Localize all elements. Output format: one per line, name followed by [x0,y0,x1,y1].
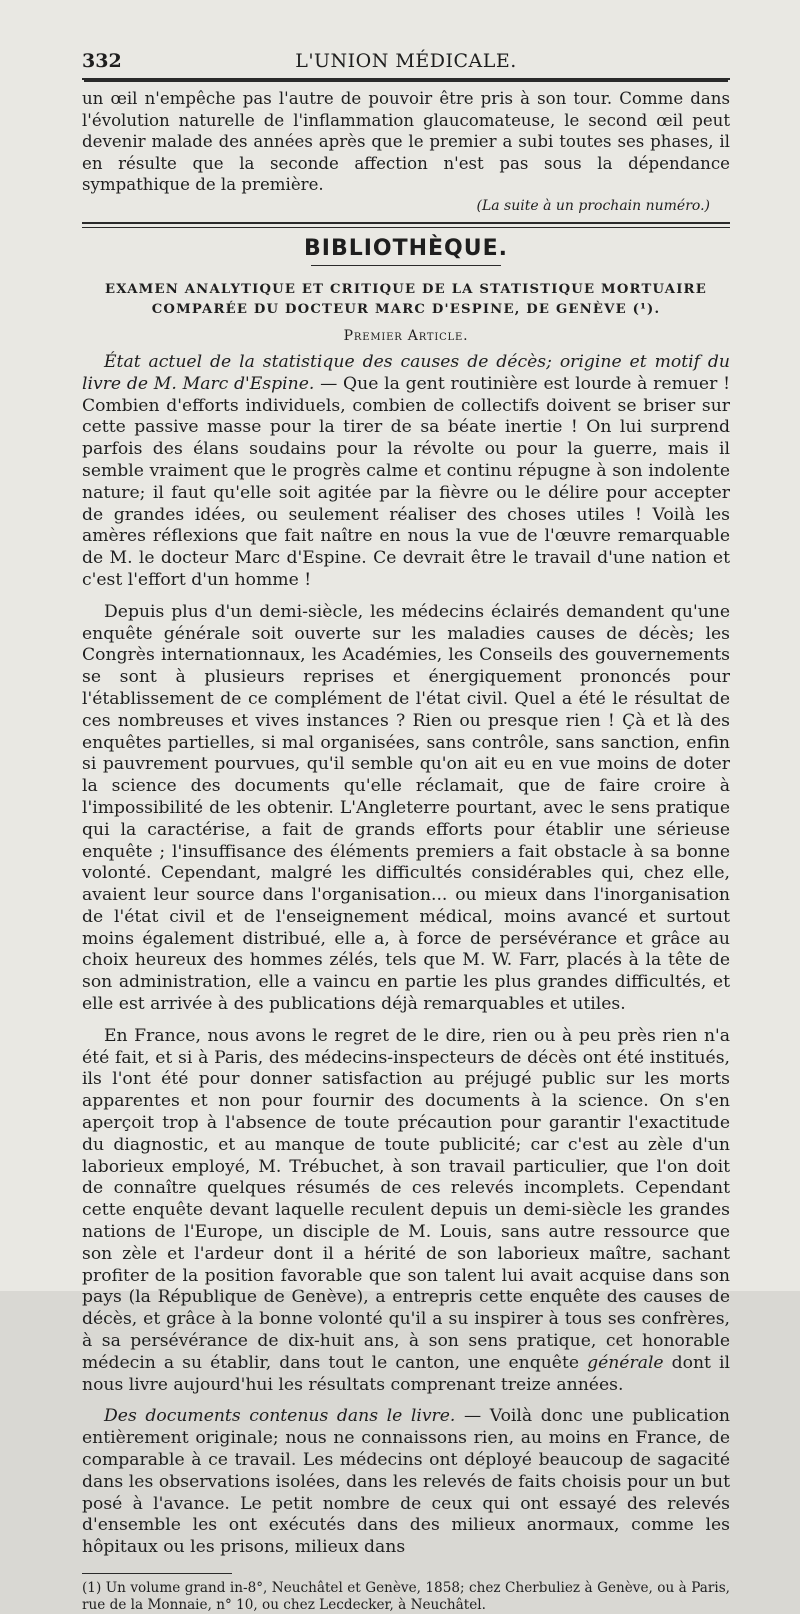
article-subtitle: Premier Article. [343,327,469,344]
lead-heading: État actuel de la statistique des causes de décès; origine et motif du livre de M. Marc d'Espine. [82,351,730,394]
continuation-note: (La suite à un prochain numéro.) [476,197,710,214]
paragraph-3 [82,1026,730,1397]
paragraph-3-italic: générale [587,1352,664,1373]
paragraph-4 [82,1406,730,1559]
page-header [82,44,730,80]
article-title: EXAMEN ANALYTIQUE ET CRITIQUE DE LA STATISTIQUE MORTUAIRE COMPARÉE DU DOCTEUR MARC D'ESPINE, DE GENÈVE (¹). [105,281,707,317]
title-underline [311,265,501,266]
paragraph-3-end: dont il nous livre aujourd'hui les résultats comprenant treize années. [82,1352,730,1395]
running-head: L'UNION MÉDICALE. [295,50,517,72]
footnote: (1) Un volume grand in-8°, Neuchâtel et Genève, 1858; chez Cherbuliez à Genève, ou à Paris, rue de la Monnaie, n° 10, ou chez Lecdecker, à Neuchâtel. [82,1580,730,1613]
paragraph-4-heading: Des documents contenus dans le livre. [104,1406,456,1427]
paragraph-3-start: En France, nous avons le regret de le dire, rien ou à peu près rien n'a été fait, et si à Paris, des médecins-inspecteurs de décès ont été institués, ils l'ont été pour donner satisfaction au préjugé public sur les morts apparentes et non pour fournir des documents à la science. On s'en aperçoit trop à l'absence de toute précaution pour garantir l'exactitude du diagnostic, et au manque de toute publicité; car c'est au zèle d'un laborieux employé, M. Trébuchet, à son travail particulier, que l'on doit de connaître quelques résumés de ces relevés incomplets. Cependant cette enquête devant laquelle reculent depuis un demi-siècle les grandes nations de l'Europe, un disciple de M. Louis, sans autre ressource que son zèle et l'ardeur dont il a hérité de son laborieux maître, sachant profiter de la position favorable que son talent lui avait acquise dans son pays (la République de Genève), a entrepris cette enquête des causes de décès, et grâce à la bonne volonté qu'il a su inspirer à tous ses confrères, à sa persévérance de dix-huit ans, à son sens pratique, cet honorable médecin a su établir, dans tout le canton, une enquête [82,1025,730,1373]
lead-text: — Que la gent routinière est lourde à remuer ! Combien d'efforts individuels, combien de collectifs doivent se briser sur cette passive masse pour la tirer de sa béate inertie ! On lui surprend parfois des élans soudains pour la révolte ou pour la guerre, mais il semble vraiment que le progrès calme et continu répugne à son indolente nature; il faut qu'elle soit agitée par la fièvre ou le délire pour accepter de grandes idées, ou seulement réaliser des choses utiles ! Voilà les amères réflexions que fait naître en nous la vue de l'œuvre remarquable de M. le docteur Marc d'Espine. Ce devrait être le travail d'une nation et c'est l'effort d'un homme ! [82,373,730,590]
page-number: 332 [82,50,122,72]
lead-paragraph [82,352,730,592]
footnote-rule [82,1573,232,1574]
page-content [82,44,730,1614]
section-title: BIBLIOTHÈQUE. [303,235,509,261]
paragraph-4-text: — Voilà donc une publication entièrement originale; nous ne connaissons rien, au moins en France, de comparable à ce travail. Les médecins ont déployé beaucoup de sagacité dans les observations isolées, dans les relevés de faits choisis pour un but posé à l'avance. Le petit nombre de ceux qui ont essayé des relevés d'ensemble les ont exécutés dans des milieux anormaux, comme les hôpitaux ou les prisons, milieux dans [82,1406,730,1558]
paragraph-2: Depuis plus d'un demi-siècle, les médecins éclairés demandent qu'une enquête générale soit ouverte sur les maladies causes de décès; les Congrès internationnaux, les Académies, les Conseils des gouvernements se sont à plusieurs reprises et énergiquement prononcés pour l'établissement de ce complément de l'état civil. Quel a été le résultat de ces nombreuses et vives instances ? Rien ou presque rien ! Çà et là des enquêtes partielles, si mal organisées, sans contrôle, sans sanction, enfin si pauvrement pourvues, qu'il semble qu'on ait eu en vue moins de doter la science des documents qu'elle réclamait, que de faire croire à l'impossibilité de les obtenir. L'Angleterre pourtant, avec le sens pratique qui la caractérise, a fait de grands efforts pour établir une sérieuse enquête ; l'insuffisance des éléments premiers a fait obstacle à sa bonne volonté. Cependant, malgré les difficultés considérables qui, chez elle, avaient leur source dans l'organisation... ou mieux dans l'inorganisation de l'état civil et de l'enseignement médical, moins avancé et surtout moins également distribué, elle a, à force de persévérance et grâce au choix heureux des hommes zélés, tels que M. W. Farr, placés à la tête de son administration, elle a vaincu en partie les plus grandes difficultés, et elle est arrivée à des publications déjà remarquables et utiles. [82,601,730,1015]
section-divider [82,222,730,228]
continuation-paragraph: un œil n'empêche pas l'autre de pouvoir être pris à son tour. Comme dans l'évolution naturelle de l'inflammation glaucomateuse, le second œil peut devenir malade des années après que le premier a subi toutes ses phases, il en résulte que la seconde affection n'est pas sous la dépendance sympathique de la première. [82,89,730,195]
